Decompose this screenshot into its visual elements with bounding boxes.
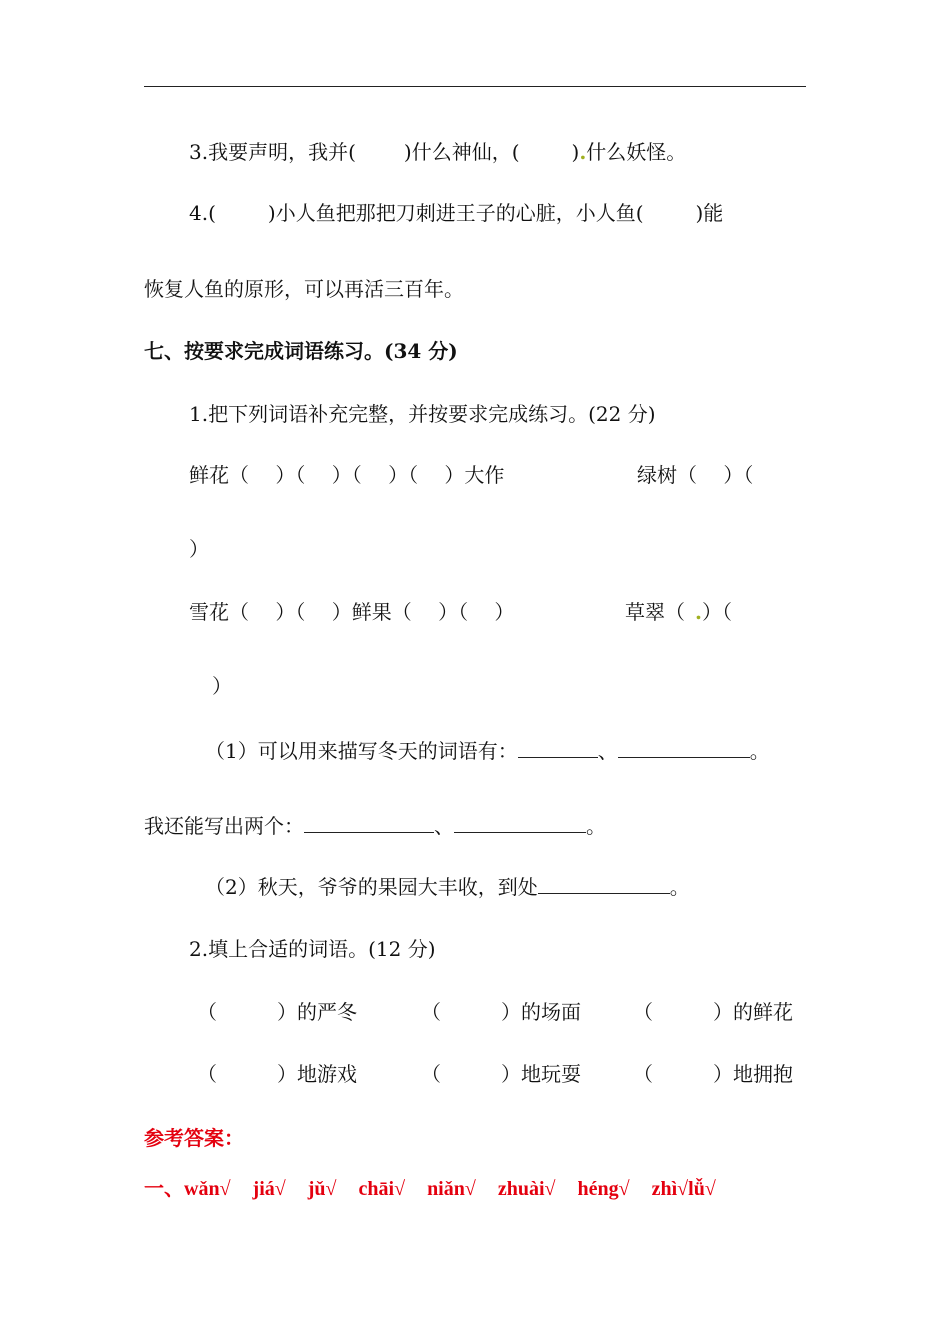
word-row-1b: 绿树（ ）（ <box>637 463 754 487</box>
separator: 、 <box>597 739 618 763</box>
word-row-1a: 鲜花（ ）（ ）（ ）（ ）大作 <box>189 463 505 487</box>
answer-pinyin: chāi√ <box>358 1178 406 1200</box>
sub1-title: 1.把下列词语补充完整，并按要求完成练习。(22 分) <box>189 402 656 426</box>
fill-item: （ ）地拥抱 <box>633 1062 793 1086</box>
answer-blank[interactable] <box>518 739 598 758</box>
answers-title: 参考答案： <box>144 1126 244 1150</box>
fill-item: （ ）的场面 <box>421 1000 581 1024</box>
dot-mark: . <box>695 600 702 624</box>
period: 。 <box>669 875 690 899</box>
word-row-1c: ） <box>189 537 209 561</box>
question-4-continued: 恢复人鱼的原形，可以再活三百年。 <box>144 277 464 301</box>
sub1-q2 <box>205 874 690 900</box>
answer-blank[interactable] <box>538 875 670 894</box>
answer-pinyin: niǎn√ <box>427 1178 476 1200</box>
fill-item: （ ）的鲜花 <box>633 1000 793 1024</box>
sub2-title: 2.填上合适的词语。(12 分) <box>189 937 436 961</box>
answer-blank[interactable] <box>618 739 750 758</box>
q4-text-3: )能 <box>695 201 724 225</box>
sub1-q1 <box>205 738 770 764</box>
section-7-title: 七、按要求完成词语练习。(34 分) <box>144 339 458 363</box>
dot-mark: . <box>579 140 587 164</box>
answer-pinyin: zhuài√ <box>497 1178 556 1200</box>
fill-item: （ ）的严冬 <box>197 1000 357 1024</box>
separator: 、 <box>434 814 454 838</box>
q3-text-2: )什么神仙，( <box>403 140 520 164</box>
period: 。 <box>586 814 606 838</box>
header-rule <box>144 86 806 87</box>
answer-pinyin: héng√ <box>577 1178 630 1200</box>
word-row-2a: 雪花（ ）（ ）鲜果（ ）（ ） <box>189 600 515 624</box>
q3-text-3: ) <box>571 140 580 164</box>
answer-blank[interactable] <box>454 814 586 833</box>
word-row-2d: ） <box>212 674 232 698</box>
answer-pinyin: jiá√ <box>252 1178 286 1200</box>
answer-pinyin: wǎn√ <box>184 1178 231 1200</box>
q4-text-1: 4.( <box>189 201 216 225</box>
answers-row-label: 一、 <box>144 1178 184 1200</box>
word-row-2c-text: ）（ <box>701 600 732 624</box>
sub1-q2-label: （2）秋天，爷爷的果园大丰收，到处 <box>205 875 538 899</box>
word-row-2b <box>625 599 732 625</box>
fill-item: （ ）地玩耍 <box>421 1062 581 1086</box>
q3-text-4: 什么妖怪。 <box>586 140 687 164</box>
answer-blank[interactable] <box>304 814 434 833</box>
question-4 <box>189 200 723 226</box>
word-row-2b-text: 草翠（ <box>625 600 685 624</box>
answer-pinyin: jǔ√ <box>307 1178 337 1200</box>
period: 。 <box>749 739 770 763</box>
q3-text-1: 3.我要声明，我并( <box>189 140 356 164</box>
question-3 <box>189 139 686 165</box>
answer-pinyin: zhì√lǚ√ <box>651 1178 716 1200</box>
q4-text-2: )小人鱼把那把刀刺进王子的心脏，小人鱼( <box>267 201 644 225</box>
sub1-q1-label: （1）可以用来描写冬天的词语有： <box>205 739 518 763</box>
sub1-q1-cont-label: 我还能写出两个： <box>144 814 304 838</box>
answers-row-1 <box>144 1175 738 1202</box>
fill-item: （ ）地游戏 <box>197 1062 357 1086</box>
sub1-q1-continued <box>144 813 606 839</box>
